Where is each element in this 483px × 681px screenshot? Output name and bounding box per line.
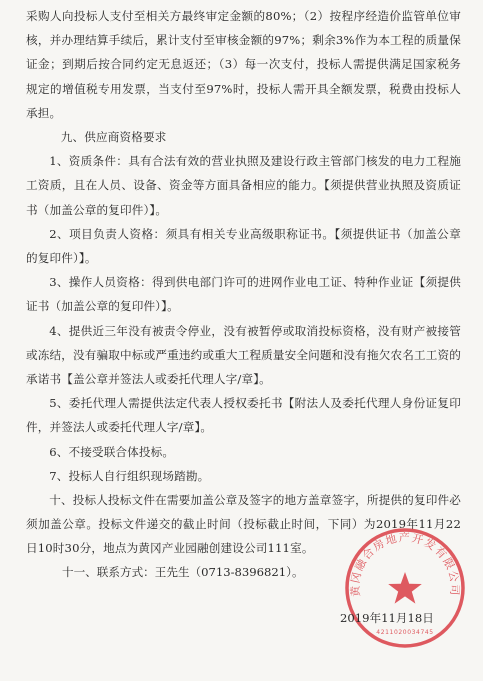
paragraph-qualification-6: 6、不接受联合体投标。: [49, 444, 175, 459]
document-date: 2019年11月18日: [340, 611, 434, 625]
seal-star-icon: [388, 572, 422, 604]
company-seal: [343, 526, 467, 650]
paragraph-qualification-7: 7、投标人自行组织现场踏勘。: [49, 468, 210, 483]
paragraph-qualification-2: 2、项目负责人资格：须具有相关专业高级职称证书。【须提供证书（加盖公章的复印件）】。: [26, 226, 461, 266]
paragraph-qualification-5: 5、委托代理人需提供法定代表人授权委托书【附法人及委托代理人身份证复印件，并签法人或委托代理人字/章】。: [26, 396, 461, 435]
heading-supplier-qualifications: 九、供应商资格要求: [60, 130, 167, 145]
seal-ring-text: 黄冈融合房地产开发有限公司: [348, 531, 462, 598]
paragraph-submission: 十、投标人投标文件在需要加盖公章及签字的地方盖章签字，所提供的复印件必须加盖公章。投标文件递交的截止时间（投标截止时间，下同）为2019年11月22日10时30分，地点为黄冈产业园融创建设公司111室。: [26, 493, 461, 556]
paragraph-qualification-3: 3、操作人员资格：得到供电部门许可的进网作业电工证、特种作业证【须提供证书（加盖公章的复印件）】。: [26, 275, 461, 314]
seal-code: 4211020034745: [376, 629, 434, 636]
paragraph-qualification-4: 4、提供近三年没有被责令停业，没有被暂停或取消投标资格，没有财产被接管或冻结，没有骗取中标或严重违约或重大工程质量安全问题和没有拖欠农名工工资的承诺书【盖公章并签法人或委托代理人字/章】。: [26, 323, 461, 387]
paragraph-qualification-1: 1、资质条件：具有合法有效的营业执照及建设行政主管部门核发的电力工程施工资质，且在人员、设备、资金等方面具备相应的能力。【须提供营业执照及资质证书（加盖公章的复印件）】。: [26, 154, 461, 217]
contact-line: 十一、联系方式：王先生（0713-8396821）。: [62, 565, 304, 579]
paragraph-payment-terms: 采购人向投标人支付至相关方最终审定金额的80%；（2）按程序经造价监管单位审核，并办理结算手续后，累计支付至审核金额的97%；剩余3%作为本工程的质量保证金；到期后按合同约定无息返还；（3）每一次支付，投标人需提供满足国家税务规定的增值税专用发票，当支付至97%时，投标人需开具全额发票，税费由投标人承担。: [26, 9, 461, 120]
